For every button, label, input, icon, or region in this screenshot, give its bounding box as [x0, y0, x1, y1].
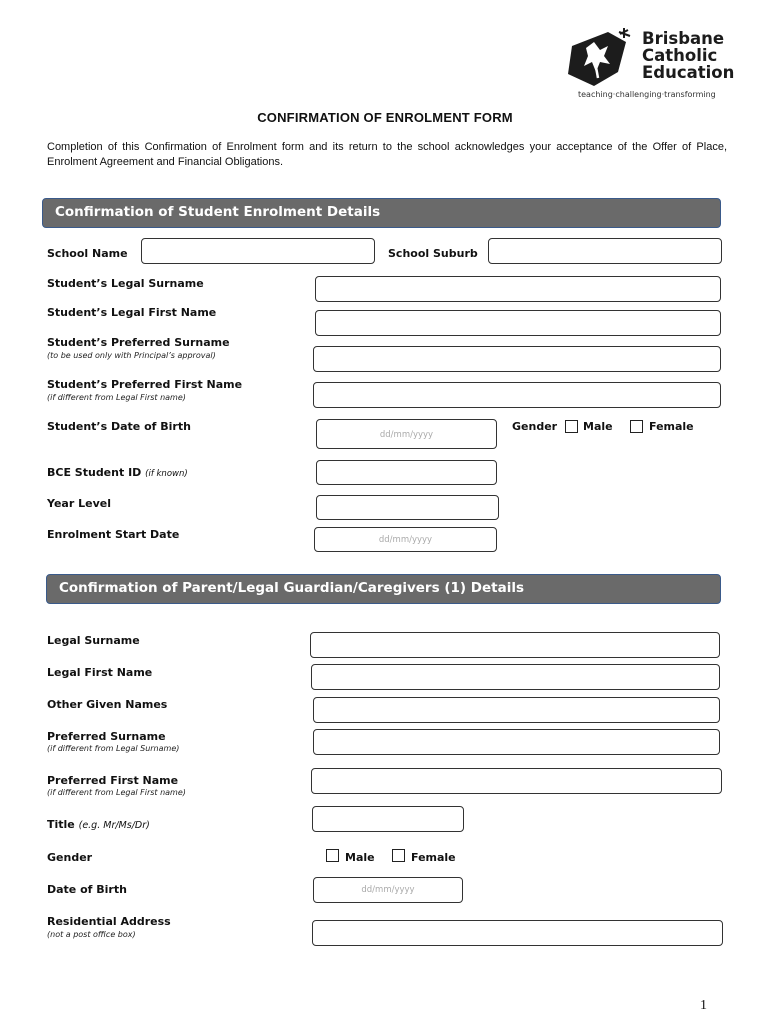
parent-gender-female-checkbox[interactable] — [392, 849, 405, 862]
page-number: 1 — [700, 998, 707, 1013]
student-preferred-surname-input[interactable] — [313, 346, 721, 372]
logo-line-2: Catholic — [642, 46, 718, 65]
student-legal-first-name-label: Student’s Legal First Name — [47, 306, 217, 319]
section-student-heading: Confirmation of Student Enrolment Details — [42, 198, 721, 228]
year-level-input[interactable] — [316, 495, 499, 520]
parent-preferred-surname-label: Preferred Surname — [47, 730, 166, 743]
school-name-label: School Name — [47, 247, 128, 260]
form-title: CONFIRMATION OF ENROLMENT FORM — [257, 110, 513, 125]
parent-title-input[interactable] — [312, 806, 464, 832]
year-level-label: Year Level — [47, 497, 111, 510]
logo-line-3: Education — [642, 63, 735, 82]
student-legal-surname-input[interactable] — [315, 276, 721, 302]
student-preferred-first-name-input[interactable] — [313, 382, 721, 408]
student-dob-input[interactable]: dd/mm/yyyy — [316, 419, 497, 449]
student-preferred-surname-label: Student’s Preferred Surname — [47, 336, 230, 349]
student-gender-female-label: Female — [649, 420, 694, 433]
parent-gender-male-checkbox[interactable] — [326, 849, 339, 862]
bce-student-id-note: (if known) — [145, 469, 188, 479]
parent-gender-female-label: Female — [411, 851, 456, 864]
bce-student-id-label — [47, 466, 188, 479]
student-legal-surname-label: Student’s Legal Surname — [47, 277, 204, 290]
parent-dob-label: Date of Birth — [47, 883, 127, 896]
enrolment-start-date-input[interactable]: dd/mm/yyyy — [314, 527, 497, 552]
brisbane-catholic-education-logo — [560, 24, 750, 104]
parent-dob-input[interactable]: dd/mm/yyyy — [313, 877, 463, 903]
parent-preferred-surname-input[interactable] — [313, 729, 720, 755]
parent-other-given-names-input[interactable] — [313, 697, 720, 723]
enrolment-start-date-label: Enrolment Start Date — [47, 528, 180, 541]
residential-address-label: Residential Address — [47, 915, 171, 928]
intro-paragraph: Completion of this Confirmation of Enrolment form and its return to the school acknowledges your acceptance of the Offer of Place, Enrolment Agreement and Financial Obligations. — [47, 141, 727, 168]
residential-address-input[interactable] — [312, 920, 723, 946]
student-preferred-surname-note: (to be used only with Principal’s approval) — [47, 351, 216, 360]
logo-wordmark — [642, 30, 734, 81]
parent-title-note: (e.g. Mr/Ms/Dr) — [78, 820, 150, 831]
parent-preferred-first-name-note: (if different from Legal First name) — [47, 788, 186, 797]
parent-preferred-first-name-input[interactable] — [311, 768, 722, 794]
parent-gender-label: Gender — [47, 851, 93, 864]
logo-tagline: teaching·challenging·transforming — [578, 90, 716, 99]
school-name-input[interactable] — [141, 238, 375, 264]
bce-student-id-text: BCE Student ID — [47, 466, 142, 479]
student-preferred-first-name-note: (if different from Legal First name) — [47, 393, 186, 402]
school-suburb-input[interactable] — [488, 238, 722, 264]
parent-preferred-surname-note: (if different from Legal Surname) — [47, 744, 180, 753]
school-suburb-label: School Suburb — [388, 247, 478, 260]
parent-gender-male-label: Male — [345, 851, 375, 864]
parent-legal-first-name-input[interactable] — [311, 664, 720, 690]
parent-title-text: Title — [47, 818, 75, 831]
student-preferred-first-name-label: Student’s Preferred First Name — [47, 378, 243, 391]
student-legal-first-name-input[interactable] — [315, 310, 721, 336]
student-gender-female-checkbox[interactable] — [630, 420, 643, 433]
parent-other-given-names-label: Other Given Names — [47, 698, 168, 711]
student-dob-label: Student’s Date of Birth — [47, 420, 191, 433]
parent-preferred-first-name-label: Preferred First Name — [47, 774, 179, 787]
parent-legal-surname-label: Legal Surname — [47, 634, 140, 647]
parent-legal-first-name-label: Legal First Name — [47, 666, 153, 679]
parent-legal-surname-input[interactable] — [310, 632, 720, 658]
cross-figure-logo-icon — [564, 28, 632, 88]
logo-line-1: Brisbane — [642, 29, 725, 48]
residential-address-note: (not a post office box) — [47, 930, 136, 939]
parent-title-label — [47, 818, 150, 831]
student-gender-male-label: Male — [583, 420, 613, 433]
student-gender-male-checkbox[interactable] — [565, 420, 578, 433]
section-parent-heading: Confirmation of Parent/Legal Guardian/Caregivers (1) Details — [46, 574, 721, 604]
bce-student-id-input[interactable] — [316, 460, 497, 485]
student-gender-label: Gender — [512, 420, 558, 433]
